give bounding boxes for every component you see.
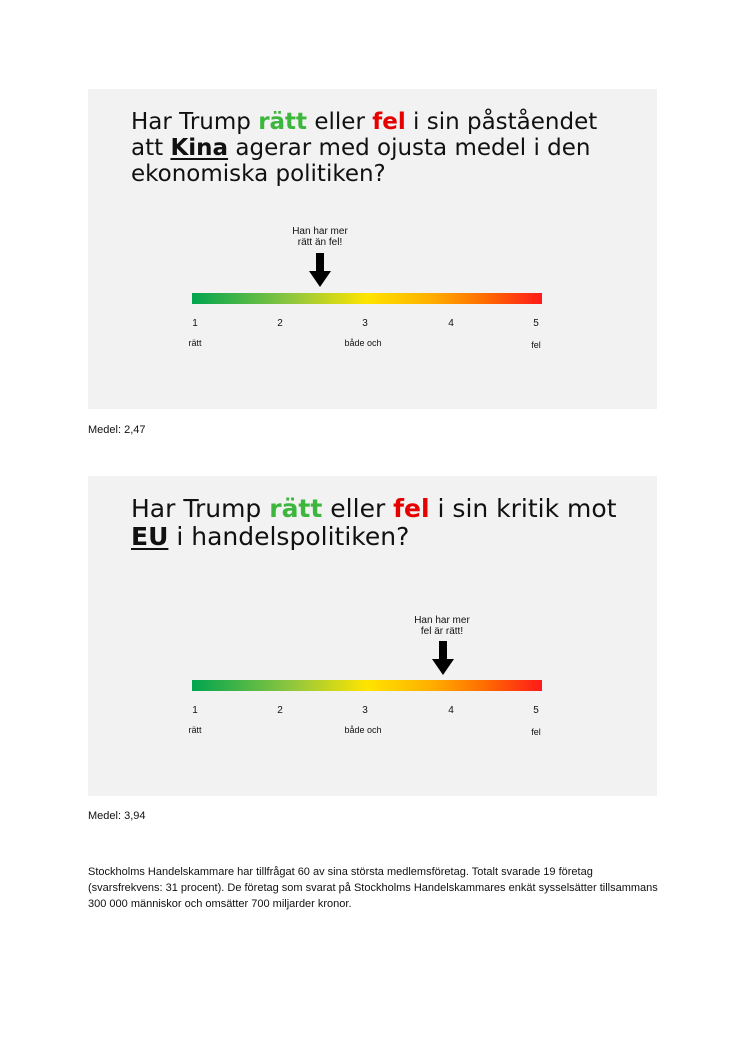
scale-tick-2: 2 [277,318,283,329]
question-text [131,109,631,187]
mean-callout [280,226,360,248]
scale-label-ratt: rätt [188,725,202,735]
mean-caption: Medel: 2,47 [88,424,146,436]
question-suffix: i handelspolitiken? [168,522,410,551]
question-subject: EU [131,522,169,551]
word-fel: fel [393,494,430,523]
scale-gradient-bar [192,680,542,691]
scale-tick-5: 5 [533,318,539,329]
scale-label-ratt: rätt [188,338,202,348]
callout-line-1: Han har mer [292,226,348,237]
mean-callout [402,615,482,637]
scale-gradient-bar [192,293,542,304]
callout-line-2: fel är rätt! [420,626,464,637]
survey-panel-eu [88,476,657,796]
question-prefix: Har Trump [131,494,270,523]
word-eller: eller [307,109,373,135]
scale-tick-2: 2 [277,705,283,716]
question-middle: i sin påståendet att [131,109,598,161]
scale-tick-1: 1 [192,318,198,329]
scale-label-bade-och: både och [344,338,382,348]
scale-tick-4: 4 [448,318,454,329]
down-arrow-icon [432,641,454,675]
scale-label-fel: fel [531,340,541,350]
scale-tick-4: 4 [448,705,454,716]
callout-line-2: rätt än fel! [297,237,343,248]
scale-tick-5: 5 [533,705,539,716]
scale-tick-1: 1 [192,705,198,716]
scale-tick-3: 3 [362,705,368,716]
scale-label-fel: fel [531,727,541,737]
word-fel: fel [372,109,406,135]
scale-label-bade-och: både och [344,725,382,735]
scale-tick-3: 3 [362,318,368,329]
callout-line-1: Han har mer [414,615,470,626]
word-eller: eller [322,494,394,523]
survey-footnote: Stockholms Handelskammare har tillfrågat 60 av sina största medlemsföretag. Totalt svarade 19 företag (svarsfrekvens: 31 procent). De företag som svarat på Stockholms Handelskammares enkät sysselsätter tillsammans 300 000 människor och omsätter 700 miljarder kronor. [88,866,658,910]
word-ratt: rätt [269,494,323,523]
question-prefix: Har Trump [131,109,259,135]
question-text [131,495,631,551]
survey-panel-kina [88,89,657,409]
question-suffix: agerar med ojusta medel i den ekonomiska politiken? [131,135,591,187]
question-middle: i sin kritik mot [429,494,617,523]
mean-caption: Medel: 3,94 [88,810,146,822]
question-subject: Kina [170,135,229,161]
down-arrow-icon [309,253,331,287]
word-ratt: rätt [258,109,308,135]
